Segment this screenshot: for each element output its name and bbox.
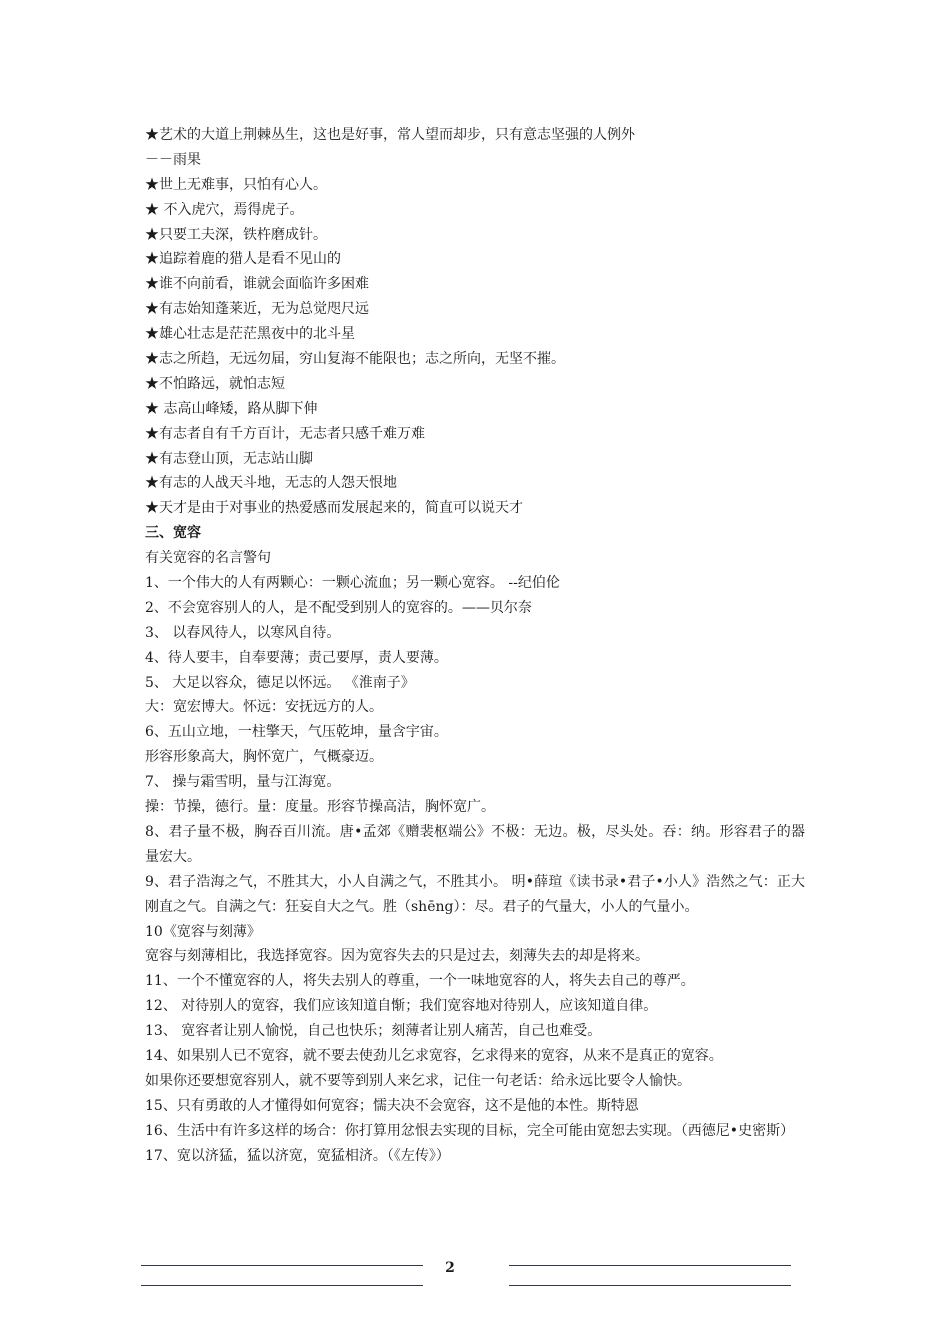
text-line: 10《宽容与刻薄》 (145, 923, 261, 940)
text-line: ★志之所趋，无远勿届，穷山复海不能限也；志之所向，无坚不摧。 (145, 351, 565, 368)
text-line: ★追踪着鹿的猎人是看不见山的 (145, 251, 341, 268)
text-line: 14、如果别人已不宽容，就不要去使劲儿乞求宽容，乞求得来的宽容，从来不是真正的宽容。 (145, 1048, 723, 1065)
text-line: ★有志者自有千方百计，无志者只感千难万难 (145, 425, 425, 442)
text-paragraph: 8、君子量不极，胸吞百川流。唐•孟郊《赠裴枢端公》不极：无边。极，尽头处。吞：纳。形容君子的器量宏大。 (145, 823, 805, 865)
text-paragraph: 16、生活中有许多这样的场合：你打算用忿恨去实现的目标，完全可能由宽恕去实现。（西德尼•史密斯） (145, 1122, 795, 1139)
text-line: 3、 以春风待人，以寒风自待。 (145, 624, 341, 641)
footer-rule-right-bottom (509, 1285, 791, 1286)
text-line: 17、宽以济猛，猛以济宽，宽猛相济。（《左传》） (145, 1147, 450, 1164)
footer-rule-left-top (141, 1265, 423, 1266)
text-line: ★有志登山顶，无志站山脚 (145, 450, 313, 467)
text-line: ★不怕路远，就怕志短 (145, 375, 285, 392)
text-line: 如果你还要想宽容别人，就不要等到别人来乞求，记住一句老话：给永远比要令人愉快。 (145, 1072, 691, 1089)
text-line: 1、一个伟大的人有两颗心：一颗心流血；另一颗心宽容。 --纪伯伦 (145, 575, 560, 592)
text-paragraph: 9、君子浩海之气，不胜其大，小人自满之气，不胜其小。 明•薛瑄《读书录•君子•小人》浩然之气：正大刚直之气。自满之气：狂妄自大之气。胜（shēng）：尽。君子的气量大，小人的气量小。 (145, 873, 805, 915)
text-line: 操：节操，德行。量：度量。形容节操高洁，胸怀宽广。 (145, 799, 495, 816)
motto-list (145, 123, 805, 521)
tolerance-quotes (145, 546, 805, 1168)
text-line: 4、待人要丰，自奉要薄；责己要厚，责人要薄。 (145, 649, 448, 666)
text-line: ★ 不入虎穴，焉得虎子。 (145, 201, 304, 218)
text-line: 6、五山立地，一柱擎天，气压乾坤，量含宇宙。 (145, 724, 448, 741)
text-line: 15、只有勇敢的人才懂得如何宽容；懦夫决不会宽容，这不是他的本性。斯特恩 (145, 1097, 639, 1114)
text-line: ★艺术的大道上荆棘丛生，这也是好事，常人望而却步，只有意志坚强的人例外 (145, 127, 635, 143)
page-number: 2 (445, 1260, 455, 1276)
text-line: ★天才是由于对事业的热爱感而发展起来的，简直可以说天才 (145, 500, 523, 517)
text-line: 11、一个不懂宽容的人，将失去别人的尊重，一个一味地宽容的人，将失去自己的尊严。 (145, 973, 695, 990)
section-heading: 三、宽容 (145, 525, 201, 542)
text-line: ★有志始知蓬莱近，无为总觉咫尺远 (145, 301, 369, 318)
text-line: ★只要工夫深，铁杵磨成针。 (145, 226, 327, 243)
text-line: 2、不会宽容别人的人，是不配受到别人的宽容的。——贝尔奈 (145, 599, 532, 616)
page-footer (0, 1256, 950, 1296)
text-line: 有关宽容的名言警句 (145, 550, 271, 567)
text-line: ★谁不向前看，谁就会面临许多困难 (145, 276, 369, 293)
text-line: －－雨果 (145, 151, 201, 168)
text-line: 12、 对待别人的宽容，我们应该知道自惭；我们宽容地对待别人，应该知道自律。 (145, 998, 658, 1015)
text-line: 13、 宽容者让别人愉悦，自己也快乐；刻薄者让别人痛苦，自己也难受。 (145, 1023, 602, 1040)
text-line: 大：宽宏博大。怀远：安抚远方的人。 (145, 699, 383, 716)
text-line: 5、 大足以容众，德足以怀远。 《淮南子》 (145, 674, 415, 691)
text-line: ★有志的人战天斗地，无志的人怨天恨地 (145, 475, 397, 492)
document-body (145, 123, 805, 1168)
text-line: ★ 志高山峰矮，路从脚下伸 (145, 400, 318, 417)
footer-rule-right-top (509, 1265, 791, 1266)
text-line: 宽容与刻薄相比，我选择宽容。因为宽容失去的只是过去，刻薄失去的却是将来。 (145, 948, 649, 965)
footer-rule-left-bottom (141, 1285, 423, 1286)
text-line: 形容形象高大，胸怀宽广，气概豪迈。 (145, 749, 383, 766)
text-line: ★世上无难事，只怕有心人。 (145, 176, 327, 193)
text-line: 7、 操与霜雪明，量与江海宽。 (145, 774, 341, 791)
text-line: ★雄心壮志是茫茫黑夜中的北斗星 (145, 326, 355, 343)
